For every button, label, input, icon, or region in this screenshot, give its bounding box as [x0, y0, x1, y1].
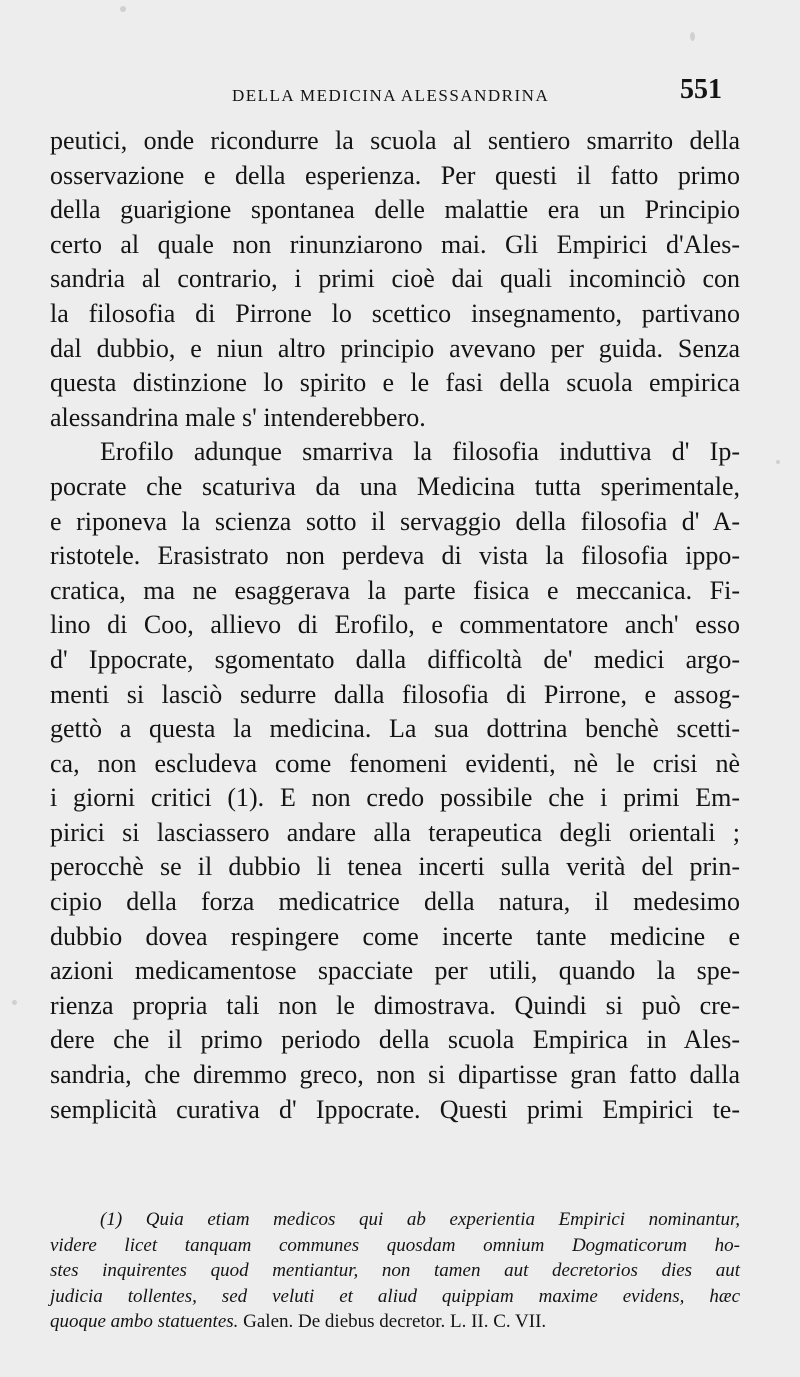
text-line: azioni medicamentose spacciate per utili, quando la spe-	[50, 956, 740, 986]
footnote	[50, 1207, 740, 1335]
page-number: 551	[680, 74, 722, 105]
footnote-line: judicia tollentes, sed veluti et aliud quippiam maxime evidens, hæc	[50, 1285, 740, 1307]
text-line: menti si lasciò sedurre dalla filosofia di Pirrone, e assog-	[50, 679, 740, 709]
text-line: lino di Coo, allievo di Erofilo, e commentatore anch' esso	[50, 610, 740, 640]
text-line: dere che il primo periodo della scuola Empirica in Ales-	[50, 1025, 740, 1055]
text-line: Erofilo adunque smarriva la filosofia induttiva d' Ip-	[100, 437, 740, 467]
text-line: pocrate che scaturiva da una Medicina tutta sperimentale,	[50, 471, 740, 501]
text-line: dal dubbio, e niun altro principio avevano per guida. Senza	[50, 333, 740, 363]
footnote-citation: Galen. De diebus decretor. L. II. C. VII.	[238, 1311, 547, 1332]
text-line: peutici, onde ricondurre la scuola al sentiero smarrito della	[50, 126, 740, 155]
ink-spot	[776, 460, 780, 464]
body-text	[50, 124, 740, 1127]
running-title: DELLA MEDICINA ALESSANDRINA	[232, 86, 550, 105]
text-line: semplicità curativa d' Ippocrate. Questi primi Empirici te-	[50, 1094, 740, 1124]
footnote-line: (1) Quia etiam medicos qui ab experientia Empirici nominantur,	[100, 1209, 740, 1230]
text-line: alessandrina male s' intenderebbero.	[50, 402, 426, 432]
ink-spot	[120, 6, 126, 12]
text-line: osservazione e della esperienza. Per questi il fatto primo	[50, 160, 740, 190]
text-line: la filosofia di Pirrone lo scettico insegnamento, partivano	[50, 298, 740, 328]
footnote-line: videre licet tanquam communes quosdam omnium Dogmaticorum ho-	[50, 1234, 740, 1256]
text-line: d' Ippocrate, sgomentato dalla difficoltà de' medici argo-	[50, 644, 740, 674]
text-line: gettò a questa la medicina. La sua dottrina benchè scetti-	[50, 714, 740, 744]
footnote-line: stes inquirentes quod mentiantur, non tamen aut decretorios dies aut	[50, 1260, 740, 1281]
text-line: i giorni critici (1). E non credo possibile che i primi Em-	[50, 783, 740, 813]
text-line: pirici si lasciassero andare alla terapeutica degli orientali ;	[50, 817, 740, 847]
footnote-line-final	[50, 1309, 740, 1335]
text-line: e riponeva la scienza sotto il servaggio della filosofia d' A-	[50, 506, 740, 536]
text-line: ristotele. Erasistrato non perdeva di vista la filosofia ippo-	[50, 541, 740, 571]
text-line: sandria al contrario, i primi cioè dai quali incominciò con	[50, 264, 740, 294]
text-line: della guarigione spontanea delle malattie era un Principio	[50, 195, 740, 225]
text-line: cipio della forza medicatrice della natura, il medesimo	[50, 887, 740, 917]
text-line: rienza propria tali non le dimostrava. Quindi si può cre-	[50, 990, 740, 1020]
ink-spot	[690, 32, 695, 41]
footnote-text: quoque ambo statuentes.	[50, 1311, 239, 1332]
text-line: certo al quale non rinunziarono mai. Gli Empirici d'Ales-	[50, 229, 740, 259]
text-line: perocchè se il dubbio li tenea incerti sulla verità del prin-	[50, 852, 740, 882]
text-line: sandria, che diremmo greco, non si dipartisse gran fatto dalla	[50, 1060, 740, 1090]
ink-spot	[12, 1000, 17, 1005]
text-line: questa distinzione lo spirito e le fasi della scuola empirica	[50, 368, 740, 398]
text-line: ca, non escludeva come fenomeni evidenti, nè le crisi nè	[50, 748, 740, 778]
text-line: cratica, ma ne esaggerava la parte fisica e meccanica. Fi-	[50, 575, 740, 605]
text-line: dubbio dovea respingere come incerte tante medicine e	[50, 921, 740, 951]
